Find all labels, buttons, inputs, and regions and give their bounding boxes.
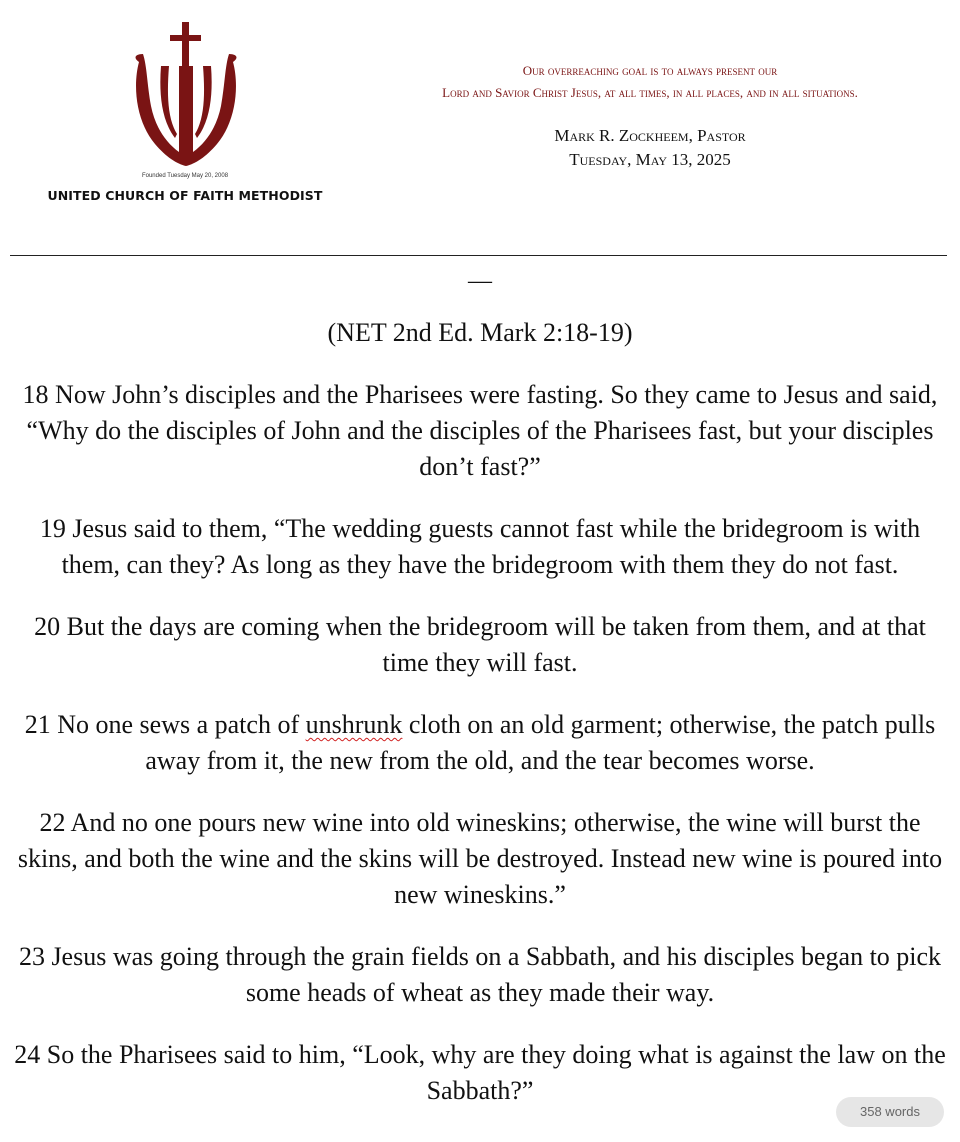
scripture-reference[interactable]: (NET 2nd Ed. Mark 2:18-19) [327, 318, 633, 347]
word-count-badge[interactable]: 358 words [836, 1097, 944, 1127]
misspelled-word[interactable]: unshrunk [305, 710, 403, 739]
letterhead [0, 0, 960, 256]
church-logo-icon [133, 22, 239, 172]
verse-text: 21 No one sews a patch of [24, 710, 306, 739]
verse[interactable]: 18 Now John’s disciples and the Pharisees were fasting. So they came to Jesus and said, “Why do the disciples of John and the disciples of the Pharisees fast, but your disciples don’t fast?” [22, 380, 938, 481]
founded-date: Founded Tuesday May 20, 2008 [141, 173, 229, 179]
church-logo-block [40, 22, 330, 212]
letter-date: Tuesday, May 13, 2025 [569, 150, 731, 169]
pastor-name: Mark R. Zockheem, Pastor [554, 126, 746, 145]
mission-statement [360, 60, 940, 104]
verse[interactable] [0, 707, 960, 779]
verse[interactable]: 19 Jesus said to them, “The wedding guests cannot fast while the bridegroom is with them, can they? As long as they have the bridegroom with them they do not fast. [39, 514, 921, 579]
verse-text: cloth on an old garment; otherwise, the patch pulls away from it, the new from the old, and the tear becomes worse. [145, 710, 936, 775]
church-name: UNITED CHURCH OF FAITH METHODIST [47, 188, 323, 203]
em-dash: — [468, 268, 492, 294]
mission-line-1: Our overreaching goal is to always present our [522, 63, 778, 78]
mission-line-2: Lord and Savior Christ Jesus, at all times, in all places, and in all situations. [442, 85, 858, 100]
verse[interactable]: 23 Jesus was going through the grain fields on a Sabbath, and his disciples began to pick some heads of wheat as they made their way. [18, 942, 942, 1007]
verse[interactable]: 20 But the days are coming when the bridegroom will be taken from them, and at that time they will fast. [34, 612, 926, 677]
header-divider [10, 255, 947, 256]
scripture-passage[interactable] [0, 315, 960, 1135]
verse[interactable]: 22 And no one pours new wine into old wineskins; otherwise, the wine will burst the skins, and both the wine and the skins will be destroyed. Instead new wine is poured into new wineskins.” [17, 808, 943, 909]
verse[interactable]: 24 So the Pharisees said to him, “Look, why are they doing what is against the law on the Sabbath?” [14, 1040, 946, 1105]
pastor-block [360, 124, 940, 172]
